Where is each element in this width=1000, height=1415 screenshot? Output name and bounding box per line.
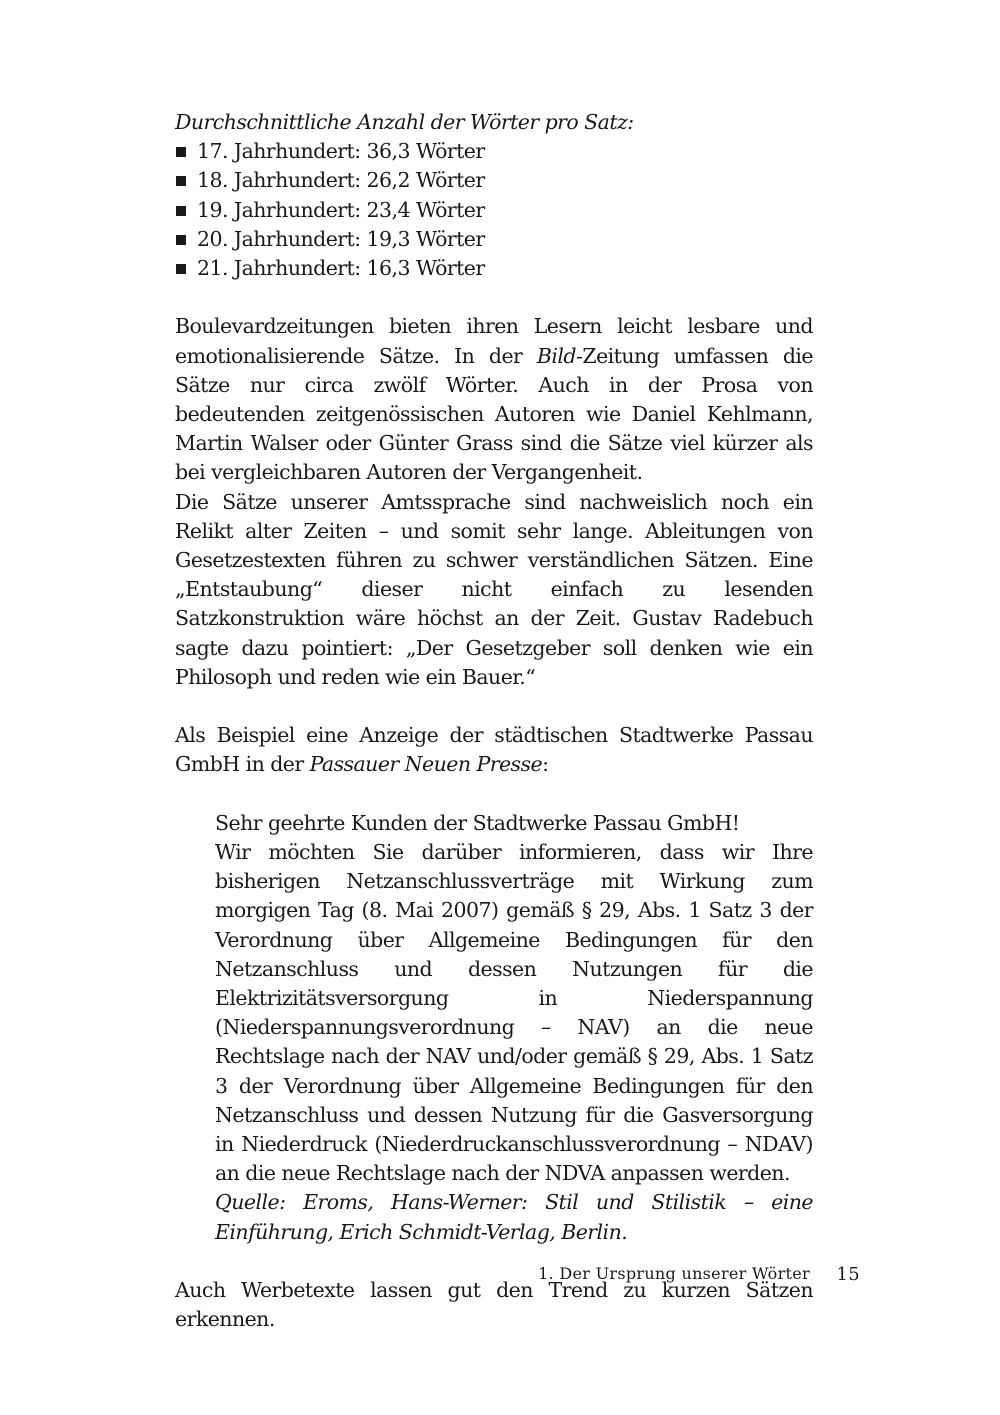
list-item [175,254,813,283]
bullet-square-icon [176,206,186,216]
page-body [175,108,813,1334]
quote-greeting: Sehr geehrte Kunden der Stadtwerke Passau GmbH! [215,810,740,835]
bullet-square-icon [176,147,186,157]
bullet-square-icon [176,264,186,274]
bullet-square-icon [176,176,186,186]
paragraph-boulevard [175,312,813,487]
list-item-text: 18. Jahrhundert: 26,2 Wörter [197,168,485,193]
list-item [175,225,813,254]
stats-title: Durchschnittliche Anzahl der Wörter pro Satz: [175,110,634,134]
stats-list [175,137,813,283]
block-quote [215,809,813,1247]
paragraph-text: -Zeitung umfassen die Sätze nur circa zwölf Wörter. Auch in der Prosa von bedeutenden zeitgenössischen Autoren wie Daniel Kehlmann, Martin Walser oder Günter Grass sind die Sätze viel kürzer als bei vergleichbaren Autoren der Vergangenheit. [175,343,813,485]
paragraph-beispiel [175,721,813,779]
running-head: 1. Der Ursprung unserer Wörter [538,1264,810,1283]
paragraph-text: Boulevardzeitungen bieten ihren Lesern leicht lesbare und emotionalisierende Sätze. In der [175,314,813,368]
spacer [175,692,813,721]
paragraph-werbetexte: Auch Werbetexte lassen gut den Trend zu kurzen Sätzen erkennen. [175,1278,813,1332]
list-item-text: 17. Jahrhundert: 36,3 Wörter [197,139,485,164]
paragraph-amtssprache: Die Sätze unserer Amtssprache sind nachweislich noch ein Relikt alter Zeiten – und somit sehr lange. Ableitungen von Gesetzestexten führen zu schwer verständlichen Sätzen. Eine „Entstaubung“ dieser nicht einfach zu lesenden Satzkonstruktion wäre höchst an der Zeit. Gustav Radebuch sagte dazu pointiert: „Der Gesetzgeber soll denken wie ein Philosoph und reden wie ein Bauer.“ [175,489,813,689]
list-item-text: 21. Jahrhundert: 16,3 Wörter [197,256,485,281]
list-item-text: 20. Jahrhundert: 19,3 Wörter [197,226,485,251]
page-number: 15 [836,1264,860,1285]
list-item-text: 19. Jahrhundert: 23,4 Wörter [197,197,485,222]
quote-source: Quelle: Eroms, Hans-Werner: Stil und Stilistik – eine Einführung, Erich Schmidt-Verlag, Berlin. [215,1190,813,1244]
quote-body: Wir möchten Sie darüber informieren, dass wir Ihre bisherigen Netzanschlussverträge mit Wirkung zum morgigen Tag (8. Mai 2007) gemäß § 29, Abs. 1 Satz 3 der Verordnung über Allgemeine Bedingungen für den Netzanschluss und dessen Nutzungen für die Elektrizitätsversorgung in Niederspannung (Niederspannungsverordnung – NAV) an die neue Rechtslage nach der NAV und/oder gemäß § 29, Abs. 1 Satz 3 der Verordnung über Allgemeine Bedingungen für den Netzanschluss und dessen Nutzung für die Gasversorgung in Niederdruck (Niederdruckanschlussverordnung – NDAV) an die neue Rechtslage nach der NDVA anpassen werden. [215,840,813,1186]
emphasis-text: Passauer Neuen Presse [309,752,543,777]
list-item [175,166,813,195]
list-item [175,196,813,225]
bullet-square-icon [176,235,186,245]
emphasis-text: Bild [536,343,576,368]
paragraph-text: : [542,752,549,777]
paragraph-text: Als Beispiel eine Anzeige der städtischen Stadtwerke Passau GmbH in der [175,723,813,777]
list-item [175,137,813,166]
spacer [175,283,813,312]
spacer [175,780,813,809]
